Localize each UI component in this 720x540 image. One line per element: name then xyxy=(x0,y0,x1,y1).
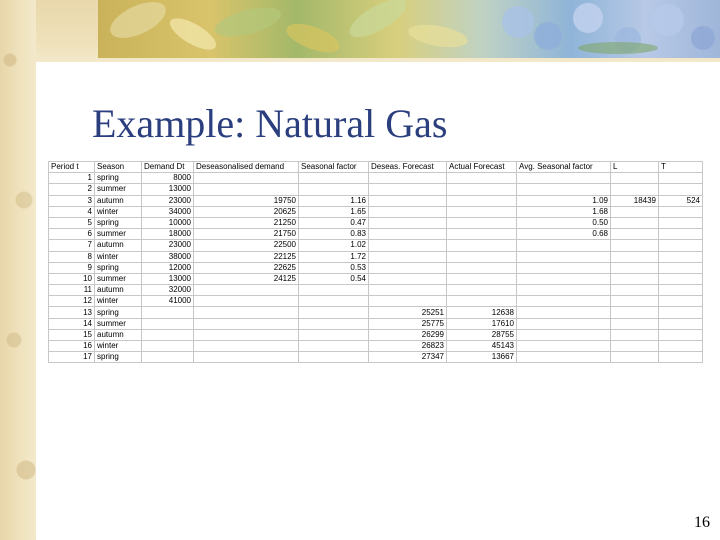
table-cell: 17610 xyxy=(447,318,517,329)
table-cell xyxy=(611,285,659,296)
table-cell: 16 xyxy=(49,341,95,352)
table-cell xyxy=(659,217,703,228)
table-cell xyxy=(369,217,447,228)
table-cell xyxy=(659,307,703,318)
table-cell: 12000 xyxy=(142,262,194,273)
table-cell: 1.09 xyxy=(517,195,611,206)
table-cell xyxy=(611,251,659,262)
table-cell: 8 xyxy=(49,251,95,262)
table-row xyxy=(49,195,703,206)
table-cell: 13000 xyxy=(142,184,194,195)
table-cell xyxy=(299,173,369,184)
table-cell: 15 xyxy=(49,329,95,340)
banner-artwork xyxy=(98,0,720,58)
table-row xyxy=(49,329,703,340)
table-row xyxy=(49,229,703,240)
table-cell xyxy=(517,307,611,318)
table-cell: 0.83 xyxy=(299,229,369,240)
table-cell xyxy=(447,262,517,273)
table-cell xyxy=(659,285,703,296)
table-row xyxy=(49,173,703,184)
table-cell: 21750 xyxy=(194,229,299,240)
table-cell xyxy=(299,285,369,296)
table-cell: autumn xyxy=(95,285,142,296)
table-cell: 1.02 xyxy=(299,240,369,251)
table-cell: spring xyxy=(95,217,142,228)
table-cell: 13 xyxy=(49,307,95,318)
table-cell xyxy=(142,341,194,352)
header-cell: Deseas. Forecast xyxy=(369,162,447,173)
header-cell: Period t xyxy=(49,162,95,173)
table-cell xyxy=(299,184,369,195)
table-cell xyxy=(611,341,659,352)
table-cell: 0.50 xyxy=(517,217,611,228)
table-cell xyxy=(517,240,611,251)
table-cell: winter xyxy=(95,206,142,217)
table-cell: 13000 xyxy=(142,273,194,284)
table-cell xyxy=(659,352,703,363)
table-cell xyxy=(447,173,517,184)
table-cell: spring xyxy=(95,307,142,318)
table-row xyxy=(49,251,703,262)
table-row xyxy=(49,240,703,251)
table-cell xyxy=(659,262,703,273)
table-cell: summer xyxy=(95,229,142,240)
table-cell xyxy=(194,341,299,352)
table-cell xyxy=(611,329,659,340)
table-cell xyxy=(369,173,447,184)
header-cell: Demand Dt xyxy=(142,162,194,173)
table-cell xyxy=(369,184,447,195)
table-cell: 41000 xyxy=(142,296,194,307)
table-cell: 20625 xyxy=(194,206,299,217)
table-cell xyxy=(447,240,517,251)
table-cell xyxy=(447,206,517,217)
table-cell: 0.54 xyxy=(299,273,369,284)
table-cell xyxy=(369,251,447,262)
table-cell: 23000 xyxy=(142,195,194,206)
table-cell: 26823 xyxy=(369,341,447,352)
table-row xyxy=(49,318,703,329)
table-cell xyxy=(517,184,611,195)
table-cell: 14 xyxy=(49,318,95,329)
table-cell xyxy=(369,296,447,307)
header-cell: Seasonal factor xyxy=(299,162,369,173)
table-cell xyxy=(299,352,369,363)
table-row xyxy=(49,352,703,363)
table-cell xyxy=(194,307,299,318)
floral-banner xyxy=(98,0,720,58)
table-cell xyxy=(517,173,611,184)
table-cell xyxy=(611,307,659,318)
table-cell xyxy=(611,318,659,329)
table-cell xyxy=(142,318,194,329)
spreadsheet-table xyxy=(48,161,703,363)
table-cell: summer xyxy=(95,273,142,284)
table-cell xyxy=(299,318,369,329)
table-cell: autumn xyxy=(95,195,142,206)
table-cell xyxy=(517,262,611,273)
table-cell: winter xyxy=(95,251,142,262)
table-cell: 1.65 xyxy=(299,206,369,217)
table-cell: winter xyxy=(95,296,142,307)
table-cell: 12638 xyxy=(447,307,517,318)
header-cell: Season xyxy=(95,162,142,173)
table-cell: summer xyxy=(95,184,142,195)
table-cell xyxy=(659,273,703,284)
table-cell xyxy=(194,296,299,307)
table-cell: winter xyxy=(95,341,142,352)
table-cell xyxy=(369,262,447,273)
table-cell: 23000 xyxy=(142,240,194,251)
header-cell: Avg. Seasonal factor xyxy=(517,162,611,173)
table-cell xyxy=(611,206,659,217)
table-cell xyxy=(517,352,611,363)
table-row xyxy=(49,206,703,217)
page-number: 16 xyxy=(694,514,710,531)
table-cell: 25775 xyxy=(369,318,447,329)
table-cell xyxy=(194,285,299,296)
table-cell xyxy=(194,173,299,184)
table-cell: 22625 xyxy=(194,262,299,273)
table-cell xyxy=(659,251,703,262)
table-cell xyxy=(194,352,299,363)
table-cell: autumn xyxy=(95,329,142,340)
table-cell xyxy=(369,229,447,240)
table-cell xyxy=(659,240,703,251)
table-cell xyxy=(659,296,703,307)
table-cell: 26299 xyxy=(369,329,447,340)
table-row xyxy=(49,273,703,284)
table-cell: 27347 xyxy=(369,352,447,363)
table-cell: 1.68 xyxy=(517,206,611,217)
table-cell xyxy=(194,318,299,329)
table-cell: 6 xyxy=(49,229,95,240)
table-cell xyxy=(299,341,369,352)
table-cell xyxy=(142,352,194,363)
table-cell xyxy=(447,285,517,296)
table-cell xyxy=(659,173,703,184)
table-cell xyxy=(447,251,517,262)
table-cell xyxy=(611,262,659,273)
table-cell: 5 xyxy=(49,217,95,228)
table-cell: summer xyxy=(95,318,142,329)
spreadsheet-body xyxy=(49,162,703,363)
table-cell: 17 xyxy=(49,352,95,363)
table-cell: 18000 xyxy=(142,229,194,240)
header-cell: Actual Forecast xyxy=(447,162,517,173)
table-row xyxy=(49,262,703,273)
table-cell xyxy=(659,184,703,195)
table-cell: 12 xyxy=(49,296,95,307)
table-cell xyxy=(194,329,299,340)
table-cell: 4 xyxy=(49,206,95,217)
header-cell: T xyxy=(659,162,703,173)
table-row xyxy=(49,217,703,228)
table-cell: 0.47 xyxy=(299,217,369,228)
table-cell: 2 xyxy=(49,184,95,195)
table-cell: 11 xyxy=(49,285,95,296)
table-cell xyxy=(142,329,194,340)
table-cell xyxy=(659,206,703,217)
table-row xyxy=(49,296,703,307)
table-cell xyxy=(659,329,703,340)
table-cell: 45143 xyxy=(447,341,517,352)
table-cell xyxy=(299,307,369,318)
table-cell xyxy=(299,296,369,307)
table-cell: 0.53 xyxy=(299,262,369,273)
table-cell: 22125 xyxy=(194,251,299,262)
table-cell xyxy=(611,229,659,240)
table-cell xyxy=(517,296,611,307)
table-cell xyxy=(659,341,703,352)
table-cell xyxy=(611,173,659,184)
table-cell xyxy=(659,318,703,329)
table-cell xyxy=(517,318,611,329)
table-cell: 13667 xyxy=(447,352,517,363)
header-cell: Deseasonalised demand xyxy=(194,162,299,173)
table-cell xyxy=(447,273,517,284)
table-cell: 19750 xyxy=(194,195,299,206)
table-cell: 21250 xyxy=(194,217,299,228)
table-cell xyxy=(611,296,659,307)
table-cell: 10000 xyxy=(142,217,194,228)
table-cell: 1.72 xyxy=(299,251,369,262)
table-cell xyxy=(142,307,194,318)
table-cell: 28755 xyxy=(447,329,517,340)
table-cell xyxy=(447,229,517,240)
table-cell xyxy=(611,240,659,251)
table-cell: 18439 xyxy=(611,195,659,206)
table-cell xyxy=(194,184,299,195)
table-cell xyxy=(517,285,611,296)
table-cell: 22500 xyxy=(194,240,299,251)
table-cell xyxy=(447,184,517,195)
table-cell: 7 xyxy=(49,240,95,251)
slide-title: Example: Natural Gas xyxy=(92,101,448,146)
table-cell xyxy=(517,341,611,352)
table-cell: 3 xyxy=(49,195,95,206)
table-cell: 524 xyxy=(659,195,703,206)
table-cell: 38000 xyxy=(142,251,194,262)
table-cell xyxy=(517,251,611,262)
table-cell: autumn xyxy=(95,240,142,251)
table-row xyxy=(49,341,703,352)
table-cell: 34000 xyxy=(142,206,194,217)
table-cell xyxy=(517,273,611,284)
table-cell xyxy=(299,329,369,340)
table-row xyxy=(49,184,703,195)
table-cell xyxy=(369,285,447,296)
table-cell xyxy=(611,217,659,228)
table-cell: 9 xyxy=(49,262,95,273)
table-cell xyxy=(611,352,659,363)
table-cell xyxy=(659,229,703,240)
table-cell: 0.68 xyxy=(517,229,611,240)
table-cell: 1 xyxy=(49,173,95,184)
table-cell xyxy=(611,184,659,195)
table-cell: 1.16 xyxy=(299,195,369,206)
table-cell xyxy=(517,329,611,340)
table-cell: 8000 xyxy=(142,173,194,184)
table-row xyxy=(49,285,703,296)
header-cell: L xyxy=(611,162,659,173)
table-cell: 32000 xyxy=(142,285,194,296)
table-cell: 10 xyxy=(49,273,95,284)
table-cell xyxy=(369,240,447,251)
table-cell xyxy=(611,273,659,284)
table-cell xyxy=(369,195,447,206)
table-cell: spring xyxy=(95,173,142,184)
table-row xyxy=(49,307,703,318)
table-cell xyxy=(369,273,447,284)
table-cell xyxy=(447,296,517,307)
table-cell xyxy=(447,217,517,228)
table-cell xyxy=(369,206,447,217)
table-cell xyxy=(447,195,517,206)
header-row xyxy=(49,162,703,173)
table-cell: spring xyxy=(95,352,142,363)
parchment-left-border xyxy=(0,0,36,540)
table-cell: spring xyxy=(95,262,142,273)
table-cell: 24125 xyxy=(194,273,299,284)
table-cell: 25251 xyxy=(369,307,447,318)
